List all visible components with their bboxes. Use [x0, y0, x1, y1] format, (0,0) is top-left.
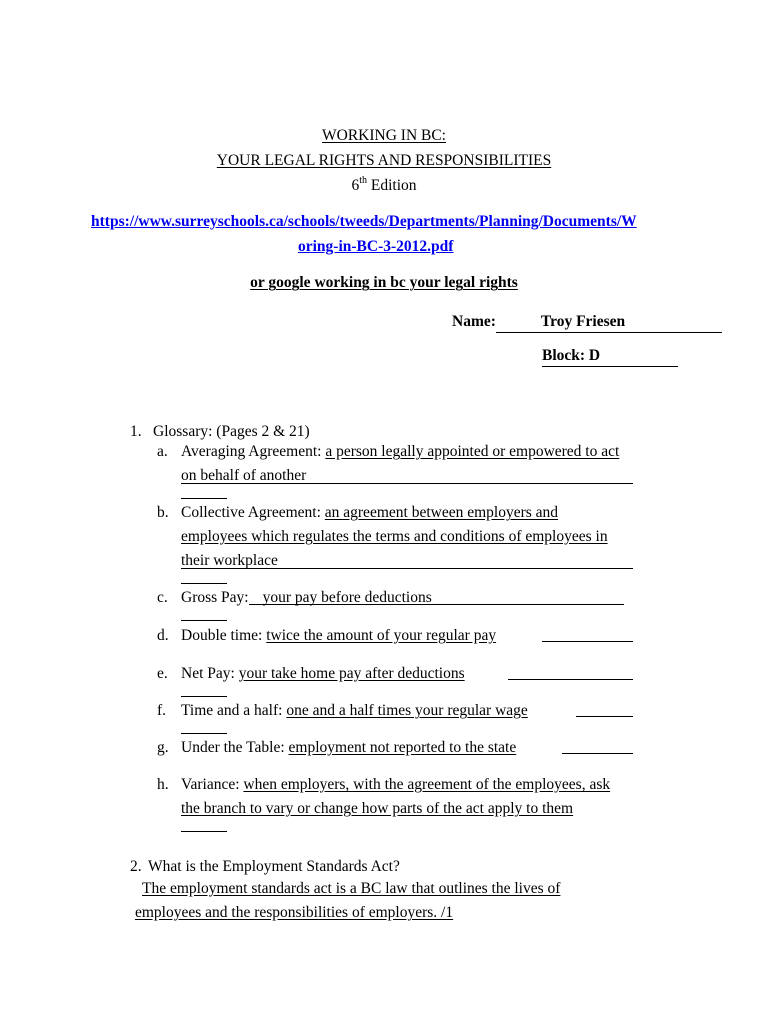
- item-e-letter: e.: [157, 665, 168, 682]
- item-b-letter: b.: [157, 504, 169, 521]
- item-a-term: Averaging Agreement:: [181, 443, 322, 460]
- item-h-line1: [181, 775, 610, 795]
- edition-line: [0, 176, 768, 196]
- q2-answer-line-2: employees and the responsibilities of employers. /1: [135, 904, 454, 921]
- name-field: [452, 312, 722, 333]
- item-a-line2: [181, 466, 633, 484]
- item-g-letter: g.: [157, 739, 169, 756]
- item-d-term: Double time:: [181, 627, 263, 644]
- item-b-def-2: employees which regulates the terms and conditions of employees in: [181, 528, 608, 545]
- item-e-term: Net Pay:: [181, 665, 235, 682]
- item-f-line1: [181, 701, 528, 721]
- item-f-letter: f.: [157, 702, 167, 719]
- item-h-def-2: the branch to vary or change how parts of the act apply to them: [181, 800, 574, 817]
- q2-answer-line-1: The employment standards act is a BC law that outlines the lives of: [142, 880, 561, 897]
- item-c-letter: c.: [157, 589, 168, 606]
- item-a-def-2: on behalf of another: [181, 467, 307, 484]
- q2-number: 2.: [130, 858, 142, 875]
- item-a-line1: [181, 442, 619, 462]
- q1-number: 1.: [130, 423, 142, 440]
- item-g-def-1: employment not reported to the state: [288, 739, 517, 756]
- block-field: Block: D: [542, 346, 678, 367]
- url-link-line-1[interactable]: https://www.surreyschools.ca/schools/tweeds/Departments/Planning/Documents/W: [91, 213, 637, 230]
- item-e-trailing-blank: [508, 664, 633, 680]
- item-b-def-1: an agreement between employers and: [324, 504, 559, 521]
- title-line-2: YOUR LEGAL RIGHTS AND RESPONSIBILITIES: [216, 152, 552, 169]
- item-a-def-1: a person legally appointed or empowered to act: [325, 443, 620, 460]
- item-f-blank: [181, 718, 227, 734]
- item-b-blank: [181, 568, 227, 584]
- item-f-trailing-blank: [576, 701, 633, 717]
- item-g-line1: [181, 738, 516, 758]
- q2-question: What is the Employment Standards Act?: [148, 858, 400, 875]
- item-h-blank: [181, 816, 227, 832]
- item-b-def-3: their workplace: [181, 552, 278, 569]
- item-h-term: Variance:: [181, 776, 240, 793]
- item-d-line1: [181, 626, 496, 646]
- item-g-term: Under the Table:: [181, 739, 285, 756]
- item-c-term: Gross Pay:: [181, 589, 249, 606]
- item-d-trailing-blank: [542, 626, 633, 642]
- edition-number: 6: [351, 177, 360, 194]
- name-label: Name:: [452, 313, 496, 330]
- item-h-letter: h.: [157, 776, 169, 793]
- item-e-def-1: your take home pay after deductions: [238, 665, 465, 682]
- item-b-line3: [181, 551, 633, 569]
- item-g-trailing-blank: [562, 738, 633, 754]
- url-link-line-2[interactable]: oring-in-BC-3-2012.pdf: [298, 238, 454, 255]
- item-c-blank: [181, 605, 227, 621]
- q1-heading: Glossary: (Pages 2 & 21): [153, 423, 310, 440]
- item-a-letter: a.: [157, 443, 168, 460]
- item-h-def-1: when employers, with the agreement of the employees, ask: [243, 776, 611, 793]
- item-f-def-1: one and a half times your regular wage: [286, 702, 528, 719]
- item-e-blank: [181, 681, 227, 697]
- name-value: Troy Friesen: [496, 312, 722, 333]
- edition-word: Edition: [367, 177, 417, 194]
- item-c-def-1: your pay before deductions: [249, 588, 624, 605]
- item-a-blank: [181, 483, 227, 499]
- edition-superscript: th: [359, 174, 367, 186]
- item-b-line1: [181, 503, 558, 523]
- item-d-letter: d.: [157, 627, 169, 644]
- title-line-1: WORKING IN BC:: [322, 127, 446, 144]
- item-f-term: Time and a half:: [181, 702, 283, 719]
- item-d-def-1: twice the amount of your regular pay: [266, 627, 497, 644]
- item-b-term: Collective Agreement:: [181, 504, 321, 521]
- item-c-line1: [181, 588, 624, 608]
- google-instruction: or google working in bc your legal rights: [250, 274, 518, 291]
